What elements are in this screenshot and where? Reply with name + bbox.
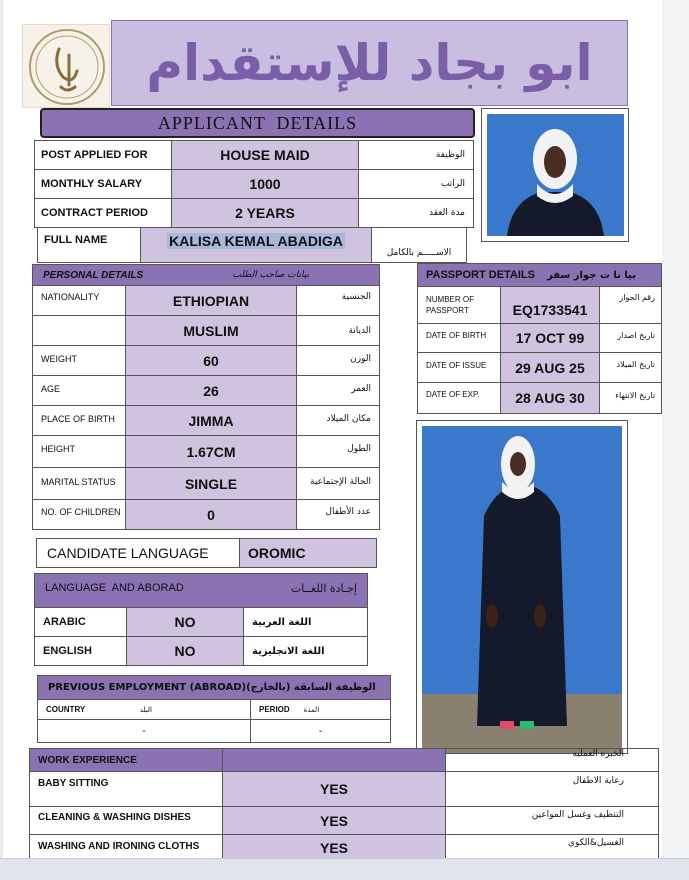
post-applied-arabic: الوظيفة [358,140,474,170]
passport-arabic: تاريخ اصدار [599,323,662,353]
work-experience-arabic: التنظيف وغسل المواعين [445,806,659,835]
personal-value: 26 [125,375,297,406]
language-value: NO [126,607,244,637]
contract-period-label: CONTRACT PERIOD [34,198,172,228]
personal-label: WEIGHT [32,345,126,376]
personal-value: 60 [125,345,297,376]
full-name-arabic: الاســـــم بالكامل [371,227,467,263]
work-experience-arabic: رعاية الاطفال [445,771,659,807]
monthly-salary-value: 1000 [171,169,359,199]
full-name-value: KALISA KEMAL ABADIGA [169,233,343,249]
previous-employment-header: PREVIOUS EMPLOYMENT (ABROAD)(بالخارج) الوظيفة السابقة [37,675,391,700]
candidate-language-value: OROMIC [239,538,377,568]
section-title: APPLICANT DETAILS [40,108,475,138]
language-label: ENGLISH [34,636,127,666]
personal-label: MARITAL STATUS [32,467,126,500]
taskbar [0,858,689,880]
passport-label: DATE OF BIRTH [417,323,501,353]
passport-value: EQ1733541 [500,286,600,324]
monthly-salary-arabic: الراتب [358,169,474,199]
personal-label: NATIONALITY [32,285,126,316]
personal-label [32,315,126,346]
passport-arabic: تاريخ الميلاد [599,352,662,383]
contract-period-arabic: مدة العقد [358,198,474,228]
prev-country-value: - [37,719,251,743]
language-label: ARABIC [34,607,127,637]
passport-value: 17 OCT 99 [500,323,600,353]
full-name-value-cell [140,227,372,263]
personal-arabic: مكان الميلاد [296,405,380,436]
applicant-full-photo [416,420,628,754]
personal-arabic: الطول [296,435,380,468]
passport-label: DATE OF EXP. [417,382,501,414]
personal-arabic: الديانة [296,315,380,346]
personal-arabic: العمر [296,375,380,406]
work-experience-label: CLEANING & WASHING DISHES [29,806,223,835]
passport-details-header: PASSPORT DETAILS بيا نا ت جواز سفر [417,263,662,287]
work-experience-value: YES [222,771,446,807]
personal-label: AGE [32,375,126,406]
work-experience-header: WORK EXPERIENCE [29,748,223,772]
personal-value: JIMMA [125,405,297,436]
work-experience-label: BABY SITTING [29,771,223,807]
company-name-banner [111,20,628,106]
personal-label: HEIGHT [32,435,126,468]
passport-value: 29 AUG 25 [500,352,600,383]
company-logo [22,24,110,108]
personal-value: 0 [125,499,297,530]
document-page [3,0,662,858]
passport-label: NUMBER OF PASSPORT [417,286,501,324]
full-name-label: FULL NAME [37,227,141,263]
passport-label: DATE OF ISSUE [417,352,501,383]
language-arabic: اللغة الانجليزية [243,636,368,666]
personal-value: ETHIOPIAN [125,285,297,316]
company-name-arabic: ابو بجاد للإستقدام [146,34,593,92]
personal-arabic: الوزن [296,345,380,376]
work-experience-header-ar: الخبره العمليه [445,748,659,772]
post-applied-value: HOUSE MAID [171,140,359,170]
language-arabic: اللغة العربية [243,607,368,637]
passport-arabic: تاريخ الانتهاء [599,382,662,414]
personal-arabic: الجنسية [296,285,380,316]
personal-value: MUSLIM [125,315,297,346]
work-experience-value: YES [222,806,446,835]
work-experience-value: YES [222,834,446,858]
work-experience-label: WASHING AND IRONING CLOTHS [29,834,223,858]
language-value: NO [126,636,244,666]
work-experience-header-mid [222,748,446,772]
work-experience-arabic: الغسيل&الكوي [445,834,659,858]
personal-details-header: PERSONAL DETAILS بيانات صاحب الطلب [32,264,380,286]
monthly-salary-label: MONTHLY SALARY [34,169,172,199]
prev-period-label-cell: PERIOD المدة [250,699,391,720]
passport-arabic: رقم الجواز [599,286,662,324]
personal-label: PLACE OF BIRTH [32,405,126,436]
language-abroad-header: LANGUAGE AND ABORAD إجـادة اللغــات [34,573,368,608]
personal-label: NO. OF CHILDREN [32,499,126,530]
prev-country-label-cell: COUNTRY البلد [37,699,251,720]
candidate-language-label: CANDIDATE LANGUAGE [36,538,240,568]
applicant-portrait [481,108,629,242]
passport-value: 28 AUG 30 [500,382,600,414]
prev-period-value: - [250,719,391,743]
personal-value: SINGLE [125,467,297,500]
personal-arabic: عدد الأطفال [296,499,380,530]
personal-arabic: الحالة الإجتماعية [296,467,380,500]
vertical-scrollbar[interactable] [662,0,689,858]
contract-period-value: 2 YEARS [171,198,359,228]
personal-value: 1.67CM [125,435,297,468]
post-applied-label: POST APPLIED FOR [34,140,172,170]
